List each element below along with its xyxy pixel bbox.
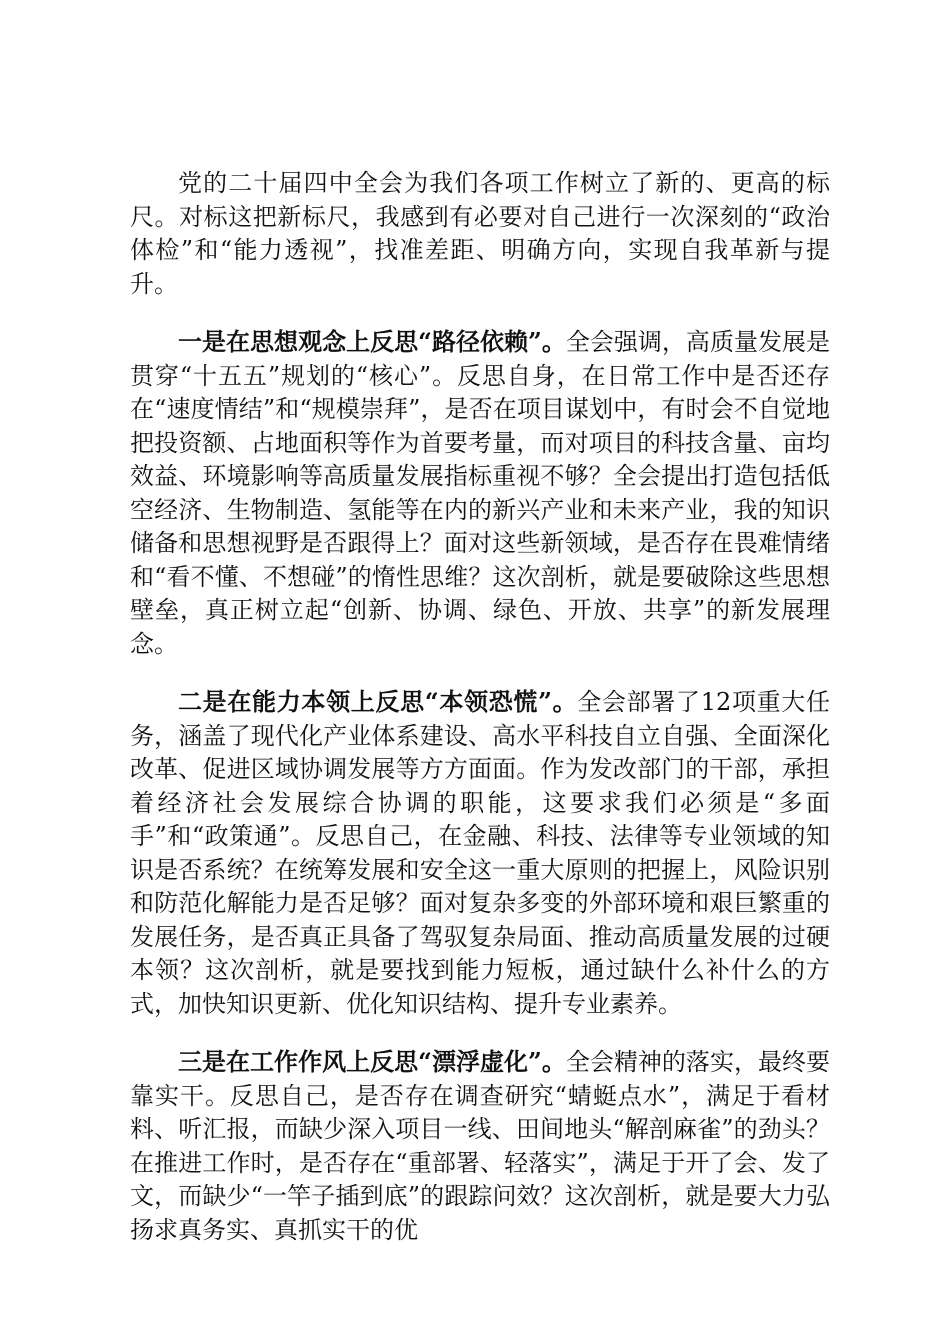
paragraph-style xyxy=(130,1045,830,1247)
paragraph-text: 全会强调，高质量发展是贯穿“十五五”规划的“核心”。反思自身，在日常工作中是否还存在“速度情结”和“规模崇拜”，是否在项目谋划中，有时会不自觉地把投资额、占地面积等作为首要考量，而对项目的科技含量、亩均效益、环境影响等高质量发展指标重视不够？全会提出打造包括低空经济、生物制造、氢能等在内的新兴产业和未来产业，我的知识储备和思想视野是否跟得上？面对这些新领域，是否存在畏难情绪和“看不懂、不想碰”的惰性思维？这次剖析，就是要破除这些思想壁垒，真正树立起“创新、协调、绿色、开放、共享”的新发展理念。 xyxy=(130,328,831,658)
paragraph-lead: 三是在工作作风上反思“漂浮虚化”。 xyxy=(178,1047,566,1076)
paragraph-lead: 一是在思想观念上反思“路径依赖”。 xyxy=(178,327,566,356)
paragraph-text: 全会精神的落实，最终要靠实干。反思自己，是否存在调查研究“蜻蜓点水”，满足于看材料、听汇报，而缺少深入项目一线、田间地头“解剖麻雀”的劲头？在推进工作时，是否存在“重部署、轻落实”，满足于开了会、发了文，而缺少“一竿子插到底”的跟踪问效？这次剖析，就是要大力弘扬求真务实、真抓实干的优 xyxy=(130,1048,831,1244)
paragraph-thinking xyxy=(130,325,830,661)
paragraph-text: 党的二十届四中全会为我们各项工作树立了新的、更高的标尺。对标这把新标尺，我感到有必要对自己进行一次深刻的“政治体检”和“能力透视”，找准差距、明确方向，实现自我革新与提升。 xyxy=(130,169,830,298)
paragraph-ability xyxy=(130,685,830,1021)
paragraph-text: 全会部署了12项重大任务，涵盖了现代化产业体系建设、高水平科技自立自强、全面深化改革、促进区域协调发展等方方面面。作为发改部门的干部，承担着经济社会发展综合协调的职能，这要求我们必须是“多面手”和“政策通”。反思自己，在金融、科技、法律等专业领域的知识是否系统？在统筹发展和安全这一重大原则的把握上，风险识别和防范化解能力是否足够？面对复杂多变的外部环境和艰巨繁重的发展任务，是否真正具备了驾驭复杂局面、推动高质量发展的过硬本领？这次剖析，就是要找到能力短板，通过缺什么补什么的方式，加快知识更新、优化知识结构、提升专业素养。 xyxy=(130,688,830,1018)
paragraph-intro xyxy=(130,166,830,301)
document-body xyxy=(130,166,830,1271)
paragraph-lead: 二是在能力本领上反思“本领恐慌”。 xyxy=(178,687,578,716)
